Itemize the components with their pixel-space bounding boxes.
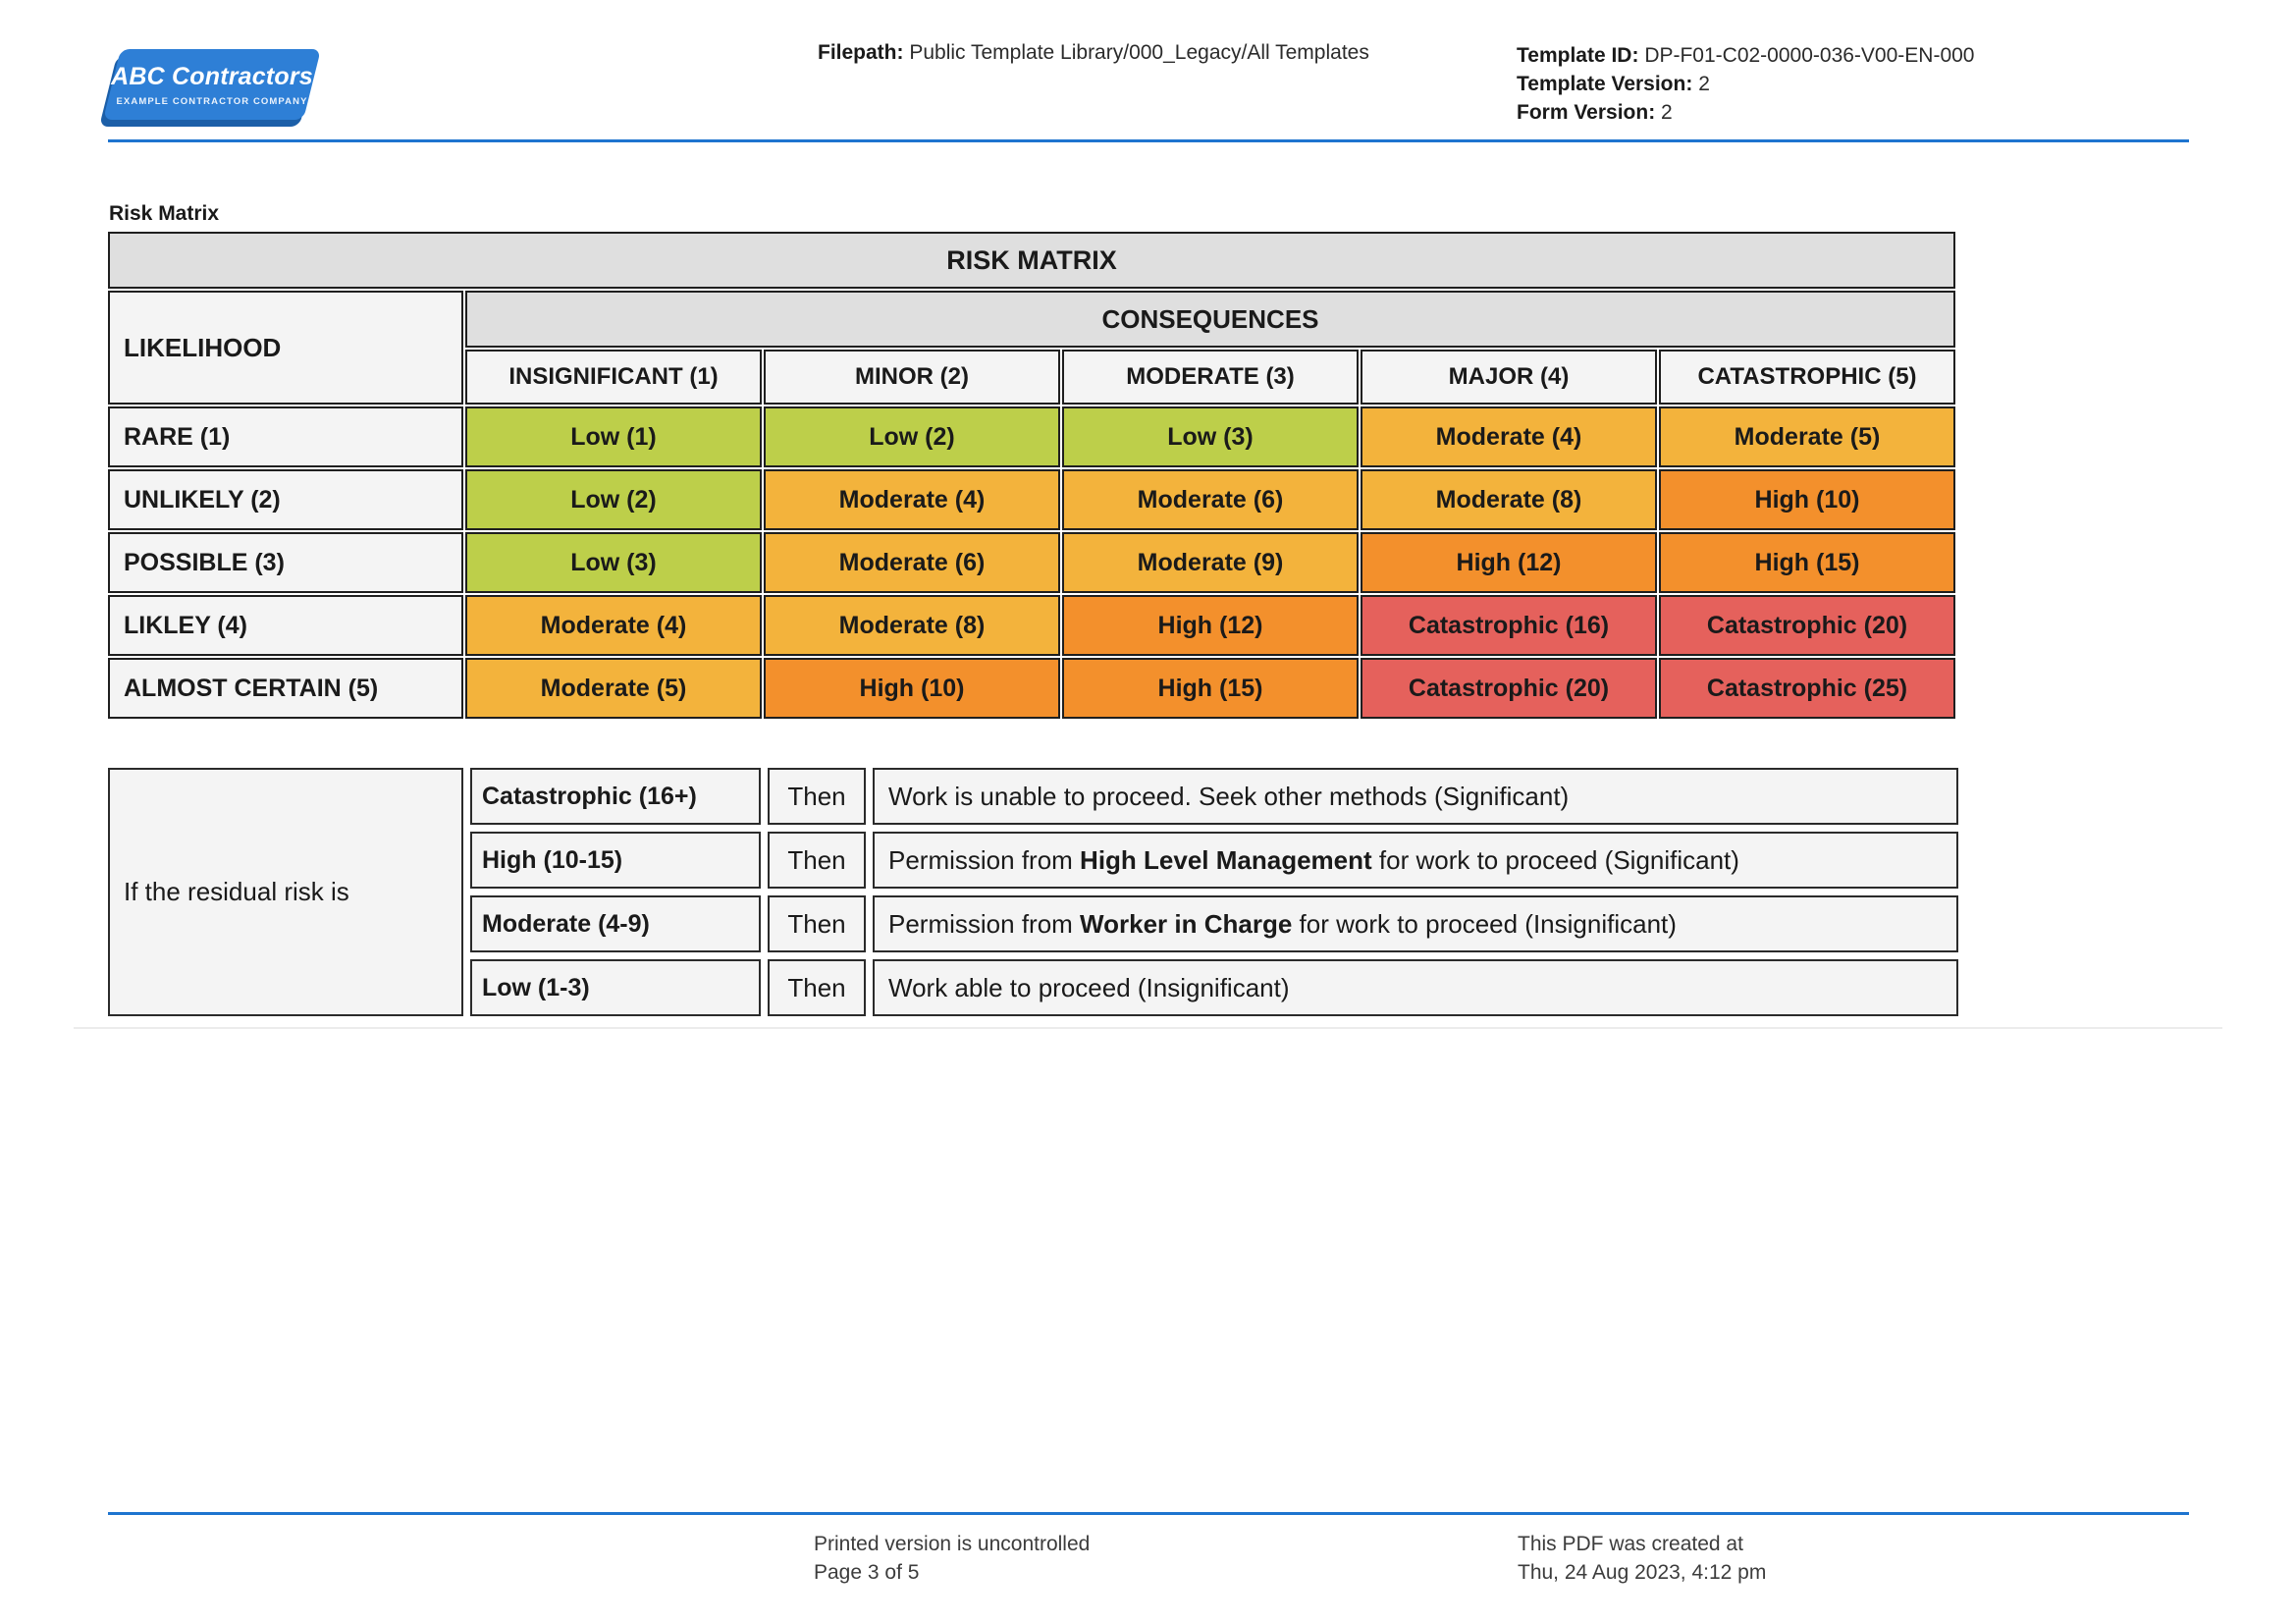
company-logo (110, 49, 313, 124)
matrix-row (108, 658, 1955, 719)
content-divider (74, 1027, 2222, 1029)
risk-cell: Moderate (4) (465, 595, 762, 656)
logo-title: ABC Contractors (111, 62, 313, 90)
matrix-title-row (108, 232, 1955, 289)
residual-range: High (10-15) (470, 832, 761, 889)
template-meta (1517, 41, 1974, 127)
risk-cell: Catastrophic (20) (1361, 658, 1657, 719)
footer-page-number: Page 3 of 5 (814, 1561, 920, 1584)
likelihood-label: UNLIKELY (2) (108, 469, 463, 530)
likelihood-label: RARE (1) (108, 406, 463, 467)
risk-matrix-table (106, 230, 1957, 721)
residual-range: Low (1-3) (470, 959, 761, 1016)
risk-cell: High (10) (1659, 469, 1955, 530)
risk-cell: Low (3) (1062, 406, 1359, 467)
residual-risk-table (101, 761, 1965, 1023)
risk-cell: Moderate (4) (1361, 406, 1657, 467)
matrix-row (108, 469, 1955, 530)
risk-cell: Moderate (8) (764, 595, 1060, 656)
residual-then: Then (768, 959, 866, 1016)
consequences-header: CONSEQUENCES (465, 291, 1955, 348)
risk-cell: Moderate (5) (465, 658, 762, 719)
filepath (818, 41, 1369, 65)
footer-uncontrolled-note: Printed version is uncontrolled (814, 1533, 1091, 1555)
risk-cell: High (12) (1361, 532, 1657, 593)
risk-cell: Moderate (5) (1659, 406, 1955, 467)
template-version: Template Version: 2 (1517, 73, 1710, 95)
footer-right (1518, 1530, 1766, 1587)
form-version: Form Version: 2 (1517, 101, 1673, 124)
consequence-level: CATASTROPHIC (5) (1659, 350, 1955, 405)
risk-cell: Moderate (6) (764, 532, 1060, 593)
risk-cell: Moderate (8) (1361, 469, 1657, 530)
residual-lead: If the residual risk is (108, 768, 463, 1016)
residual-range: Moderate (4-9) (470, 895, 761, 952)
residual-description: Work able to proceed (Insignificant) (873, 959, 1958, 1016)
residual-range: Catastrophic (16+) (470, 768, 761, 825)
template-id: Template ID: DP-F01-C02-0000-036-V00-EN-000 (1517, 44, 1975, 67)
risk-cell: Catastrophic (25) (1659, 658, 1955, 719)
matrix-row (108, 595, 1955, 656)
likelihood-label: POSSIBLE (3) (108, 532, 463, 593)
risk-cell: Low (2) (465, 469, 762, 530)
consequence-level: INSIGNIFICANT (1) (465, 350, 762, 405)
risk-cell: High (15) (1659, 532, 1955, 593)
residual-description: Permission from High Level Management for work to proceed (Significant) (873, 832, 1958, 889)
risk-cell: Moderate (4) (764, 469, 1060, 530)
residual-then: Then (768, 832, 866, 889)
matrix-consequences-row (108, 291, 1955, 348)
risk-cell: High (12) (1062, 595, 1359, 656)
risk-cell: Moderate (6) (1062, 469, 1359, 530)
filepath-value: Public Template Library/000_Legacy/All Templates (909, 41, 1369, 64)
consequence-level: MODERATE (3) (1062, 350, 1359, 405)
likelihood-header: LIKELIHOOD (108, 291, 463, 405)
likelihood-label: ALMOST CERTAIN (5) (108, 658, 463, 719)
matrix-row (108, 406, 1955, 467)
consequence-level: MAJOR (4) (1361, 350, 1657, 405)
header-divider (108, 139, 2189, 142)
risk-cell: High (15) (1062, 658, 1359, 719)
risk-cell: Low (3) (465, 532, 762, 593)
matrix-row (108, 532, 1955, 593)
logo-subtitle: EXAMPLE CONTRACTOR COMPANY (116, 95, 308, 107)
footer-created-label: This PDF was created at (1518, 1533, 1743, 1555)
residual-then: Then (768, 768, 866, 825)
likelihood-label: LIKLEY (4) (108, 595, 463, 656)
risk-cell: High (10) (764, 658, 1060, 719)
consequence-level: MINOR (2) (764, 350, 1060, 405)
section-label: Risk Matrix (109, 202, 220, 225)
footer-created-timestamp: Thu, 24 Aug 2023, 4:12 pm (1518, 1561, 1767, 1584)
footer-divider (108, 1512, 2189, 1515)
matrix-title: RISK MATRIX (108, 232, 1955, 289)
residual-description: Work is unable to proceed. Seek other methods (Significant) (873, 768, 1958, 825)
risk-cell: Moderate (9) (1062, 532, 1359, 593)
filepath-label: Filepath: (818, 41, 904, 64)
risk-cell: Low (2) (764, 406, 1060, 467)
residual-then: Then (768, 895, 866, 952)
risk-cell: Catastrophic (16) (1361, 595, 1657, 656)
risk-cell: Catastrophic (20) (1659, 595, 1955, 656)
risk-cell: Low (1) (465, 406, 762, 467)
footer-left (814, 1530, 1090, 1587)
residual-description: Permission from Worker in Charge for work to proceed (Insignificant) (873, 895, 1958, 952)
residual-row (108, 768, 1958, 825)
